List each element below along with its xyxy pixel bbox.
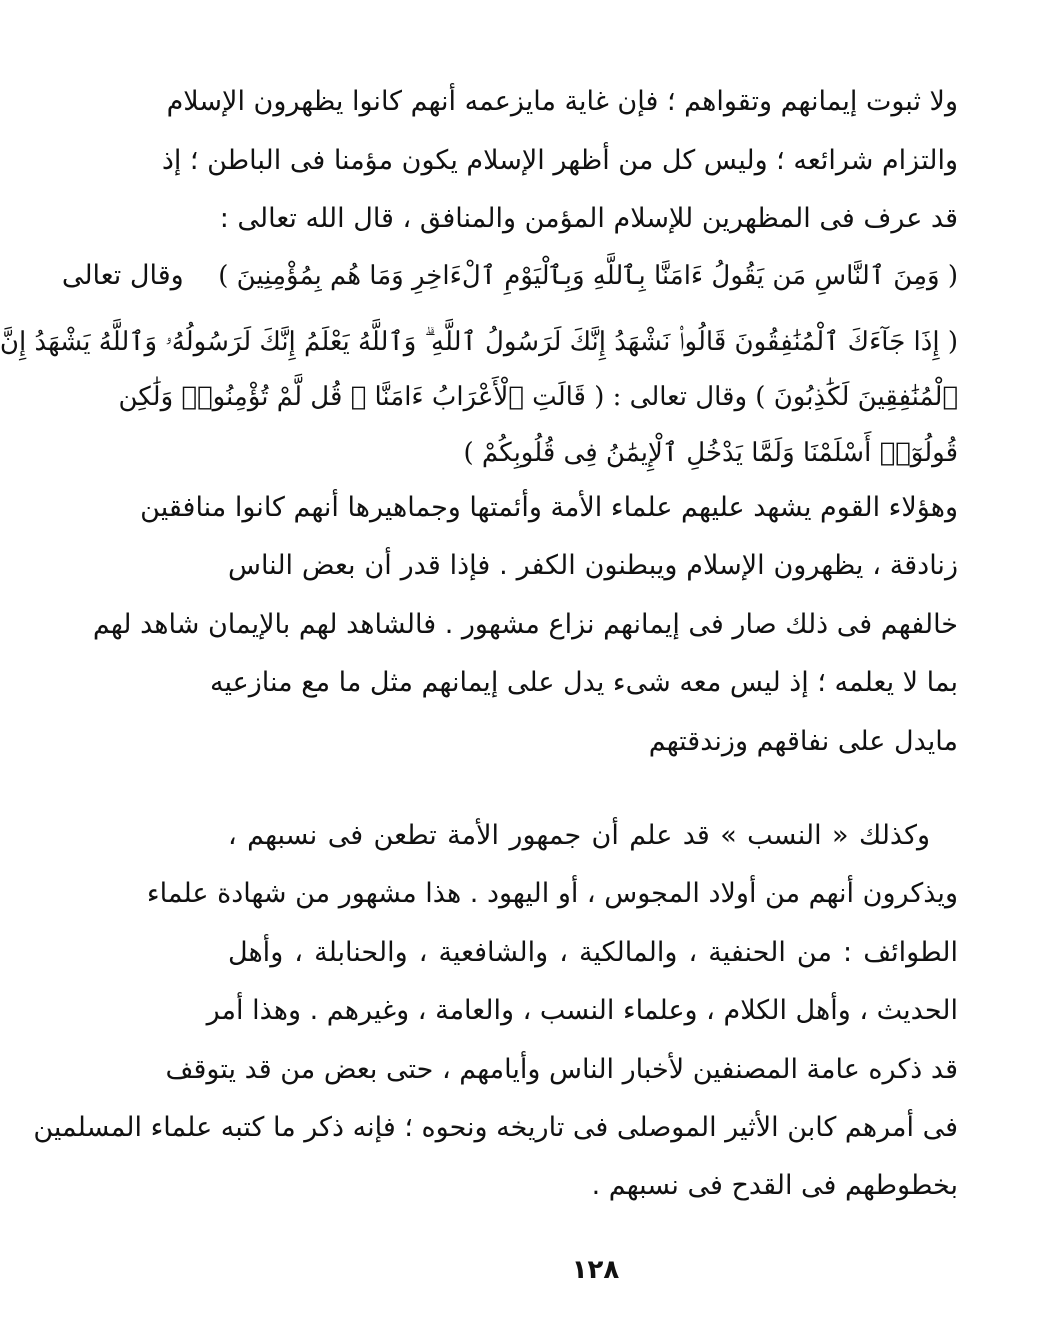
quran-verse: ( وَمِنَ ٱلنَّاسِ مَن يَقُولُ ءَامَنَّا بِٱللَّهِ وَبِٱلْيَوْمِ ٱلْءَاخِرِ وَمَا هُم بِمُؤْمِنِينَ )	[218, 261, 958, 291]
text-line: بخطوطهم فى القدح فى نسبهم .	[591, 1170, 958, 1201]
text-line: الطوائف : من الحنفية ، والمالكية ، والشافعية ، والحنابلة ، وأهل	[228, 937, 958, 968]
quran-line: ٱلْمُنَٰفِقِينَ لَكَٰذِبُونَ ) وقال تعالى : ( قَالَتِ ٱلْأَعْرَابُ ءَامَنَّا ۖ قُل لَّمْ تُؤْمِنُوا۟ وَلَٰكِن	[118, 382, 958, 412]
text-line: بما لا يعلمه ؛ إذ ليس معه شىء يدل على إيمانهم مثل ما مع منازعيه	[210, 667, 958, 698]
text-line: مايدل على نفاقهم وزندقتهم	[648, 726, 958, 757]
text-line: وكذلك « النسب » قد علم أن جمهور الأمة تطعن فى نسبهم ،	[228, 820, 930, 851]
page-number: ١٢٨	[571, 1255, 620, 1285]
text-line: خالفهم فى ذلك صار فى إيمانهم نزاع مشهور . فالشاهد لهم بالإيمان شاهد لهم	[92, 609, 958, 640]
quran-line	[61, 256, 958, 296]
text-fragment: وقال تعالى	[61, 260, 184, 291]
quran-line: ( إِذَا جَآءَكَ ٱلْمُنَٰفِقُونَ قَالُوا۟ نَشْهَدُ إِنَّكَ لَرَسُولُ ٱللَّهِ ۗ وَٱللَّهُ يَعْلَمُ إِنَّكَ لَرَسُولُهُۥ وَٱللَّهُ يَشْهَدُ إِنَّ	[0, 327, 958, 357]
text-line: ويذكرون أنهم من أولاد المجوس ، أو اليهود . هذا مشهور من شهادة علماء	[146, 878, 958, 909]
text-line: فى أمرهم كابن الأثير الموصلى فى تاريخه ونحوه ؛ فإنه ذكر ما كتبه علماء المسلمين	[33, 1112, 958, 1143]
text-line: زنادقة ، يظهرون الإسلام ويبطنون الكفر . فإذا قدر أن بعض الناس	[228, 550, 958, 581]
text-line: وهؤلاء القوم يشهد عليهم علماء الأمة وأئمتها وجماهيرها أنهم كانوا منافقين	[140, 492, 958, 523]
text-line: قد ذكره عامة المصنفين لأخبار الناس وأيامهم ، حتى بعض من قد يتوقف	[165, 1054, 958, 1085]
text-line: ولا ثبوت إيمانهم وتقواهم ؛ فإن غاية مايزعمه أنهم كانوا يظهرون الإسلام	[166, 86, 958, 117]
text-line: قد عرف فى المظهرين للإسلام المؤمن والمنافق ، قال الله تعالى :	[219, 203, 958, 234]
quran-line: قُولُوٓا۟ أَسْلَمْنَا وَلَمَّا يَدْخُلِ ٱلْإِيمَٰنُ فِى قُلُوبِكُمْ )	[463, 438, 958, 468]
text-line: الحديث ، وأهل الكلام ، وعلماء النسب ، والعامة ، وغيرهم . وهذا أمر	[206, 995, 958, 1026]
text-line: والتزام شرائعه ؛ وليس كل من أظهر الإسلام يكون مؤمنا فى الباطن ؛ إذ	[161, 145, 958, 176]
